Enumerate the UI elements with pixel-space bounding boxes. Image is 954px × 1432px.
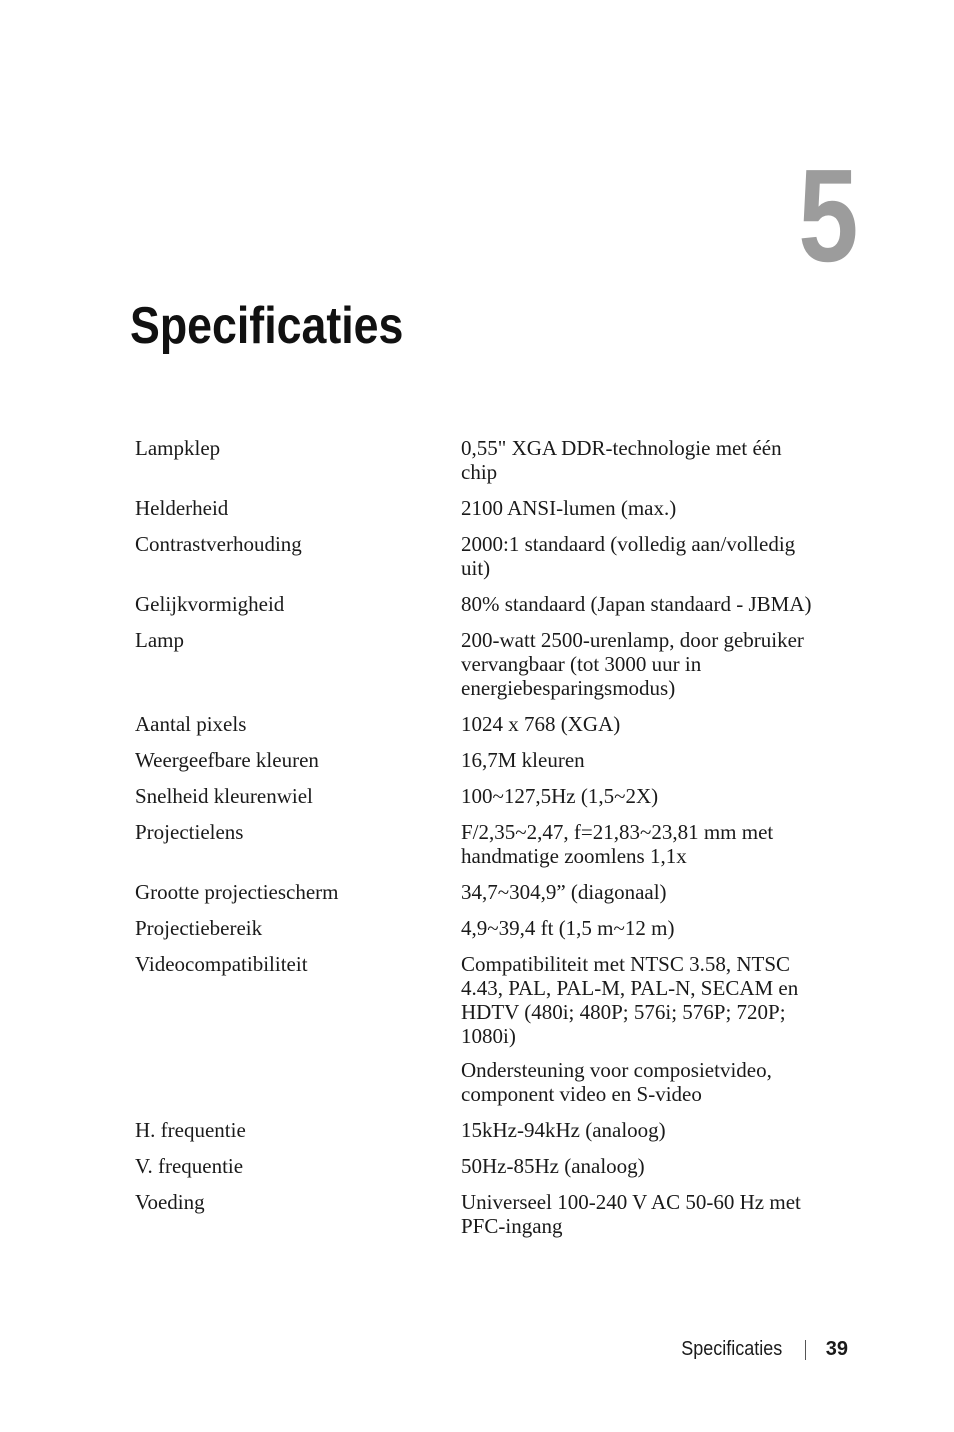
spec-label: Lamp <box>135 628 184 652</box>
spec-row <box>135 952 825 1106</box>
spec-value <box>461 712 821 736</box>
spec-value <box>461 880 821 904</box>
spec-label: V. frequentie <box>135 1154 244 1178</box>
spec-value <box>461 916 821 940</box>
spec-row <box>135 532 825 580</box>
spec-label: Gelijkvormigheid <box>135 592 285 616</box>
spec-value-paragraph: 0,55" XGA DDR-technologie met één chip <box>461 436 782 484</box>
spec-value-paragraph: Ondersteuning voor composietvideo, component video en S-video <box>461 1058 772 1106</box>
spec-value <box>461 1154 821 1178</box>
spec-value <box>461 1190 821 1238</box>
spec-label: H. frequentie <box>135 1118 246 1142</box>
spec-label: Snelheid kleurenwiel <box>135 784 313 808</box>
spec-row <box>135 1190 825 1238</box>
spec-row <box>135 592 825 616</box>
spec-row <box>135 1118 825 1142</box>
spec-label: Helderheid <box>135 496 229 520</box>
spec-value-paragraph: 100~127,5Hz (1,5~2X) <box>461 784 659 808</box>
spec-row <box>135 880 825 904</box>
footer-section-title: Specificaties <box>681 1338 783 1360</box>
page-footer <box>670 1338 848 1361</box>
spec-row <box>135 712 825 736</box>
spec-value-paragraph: 80% standaard (Japan standaard - JBMA) <box>461 592 812 616</box>
spec-row <box>135 496 825 520</box>
spec-value-paragraph: 34,7~304,9” (diagonaal) <box>461 880 667 904</box>
spec-row <box>135 916 825 940</box>
page-number: 39 <box>825 1338 848 1360</box>
spec-value <box>461 1118 821 1142</box>
spec-value <box>461 496 821 520</box>
spec-value-paragraph: 2100 ANSI-lumen (max.) <box>461 496 677 520</box>
spec-row <box>135 784 825 808</box>
spec-label: Aantal pixels <box>135 712 247 736</box>
footer-divider <box>805 1340 806 1360</box>
spec-value-paragraph: 50Hz-85Hz (analoog) <box>461 1154 645 1178</box>
spec-value-paragraph: 2000:1 standaard (volledig aan/volledig uit) <box>461 532 796 580</box>
spec-value <box>461 784 821 808</box>
spec-value-paragraph: 16,7M kleuren <box>461 748 585 772</box>
spec-row <box>135 820 825 868</box>
chapter-number: 5 <box>797 142 858 289</box>
spec-value-paragraph: 4,9~39,4 ft (1,5 m~12 m) <box>461 916 675 940</box>
spec-row <box>135 436 825 484</box>
spec-row <box>135 628 825 700</box>
spec-value <box>461 748 821 772</box>
spec-value-paragraph: 1024 x 768 (XGA) <box>461 712 621 736</box>
spec-label: Contrastverhouding <box>135 532 302 556</box>
spec-value <box>461 592 821 616</box>
spec-value-paragraph: F/2,35~2,47, f=21,83~23,81 mm met handmatige zoomlens 1,1x <box>461 820 774 868</box>
page-title: Specificaties <box>130 297 404 355</box>
spec-value <box>461 532 821 580</box>
spec-value <box>461 820 821 868</box>
spec-label: Grootte projectiescherm <box>135 880 339 904</box>
spec-table <box>135 436 825 1250</box>
spec-label: Videocompatibiliteit <box>135 952 308 976</box>
spec-value <box>461 952 821 1106</box>
spec-row <box>135 748 825 772</box>
spec-value-paragraph: 15kHz-94kHz (analoog) <box>461 1118 666 1142</box>
spec-label: Projectiebereik <box>135 916 263 940</box>
spec-label: Projectielens <box>135 820 244 844</box>
spec-value <box>461 628 821 700</box>
spec-label: Weergeefbare kleuren <box>135 748 319 772</box>
spec-value-paragraph: Compatibiliteit met NTSC 3.58, NTSC 4.43, PAL, PAL-M, PAL-N, SECAM en HDTV (480i; 480P; 576i; 576P; 720P; 1080i) <box>461 952 799 1048</box>
spec-value <box>461 436 821 484</box>
spec-label: Lampklep <box>135 436 221 460</box>
spec-row <box>135 1154 825 1178</box>
spec-label: Voeding <box>135 1190 205 1214</box>
spec-value-paragraph: Universeel 100-240 V AC 50-60 Hz met PFC-ingang <box>461 1190 801 1238</box>
spec-value-paragraph: 200-watt 2500-urenlamp, door gebruiker vervangbaar (tot 3000 uur in energiebesparingsmodus) <box>461 628 804 700</box>
